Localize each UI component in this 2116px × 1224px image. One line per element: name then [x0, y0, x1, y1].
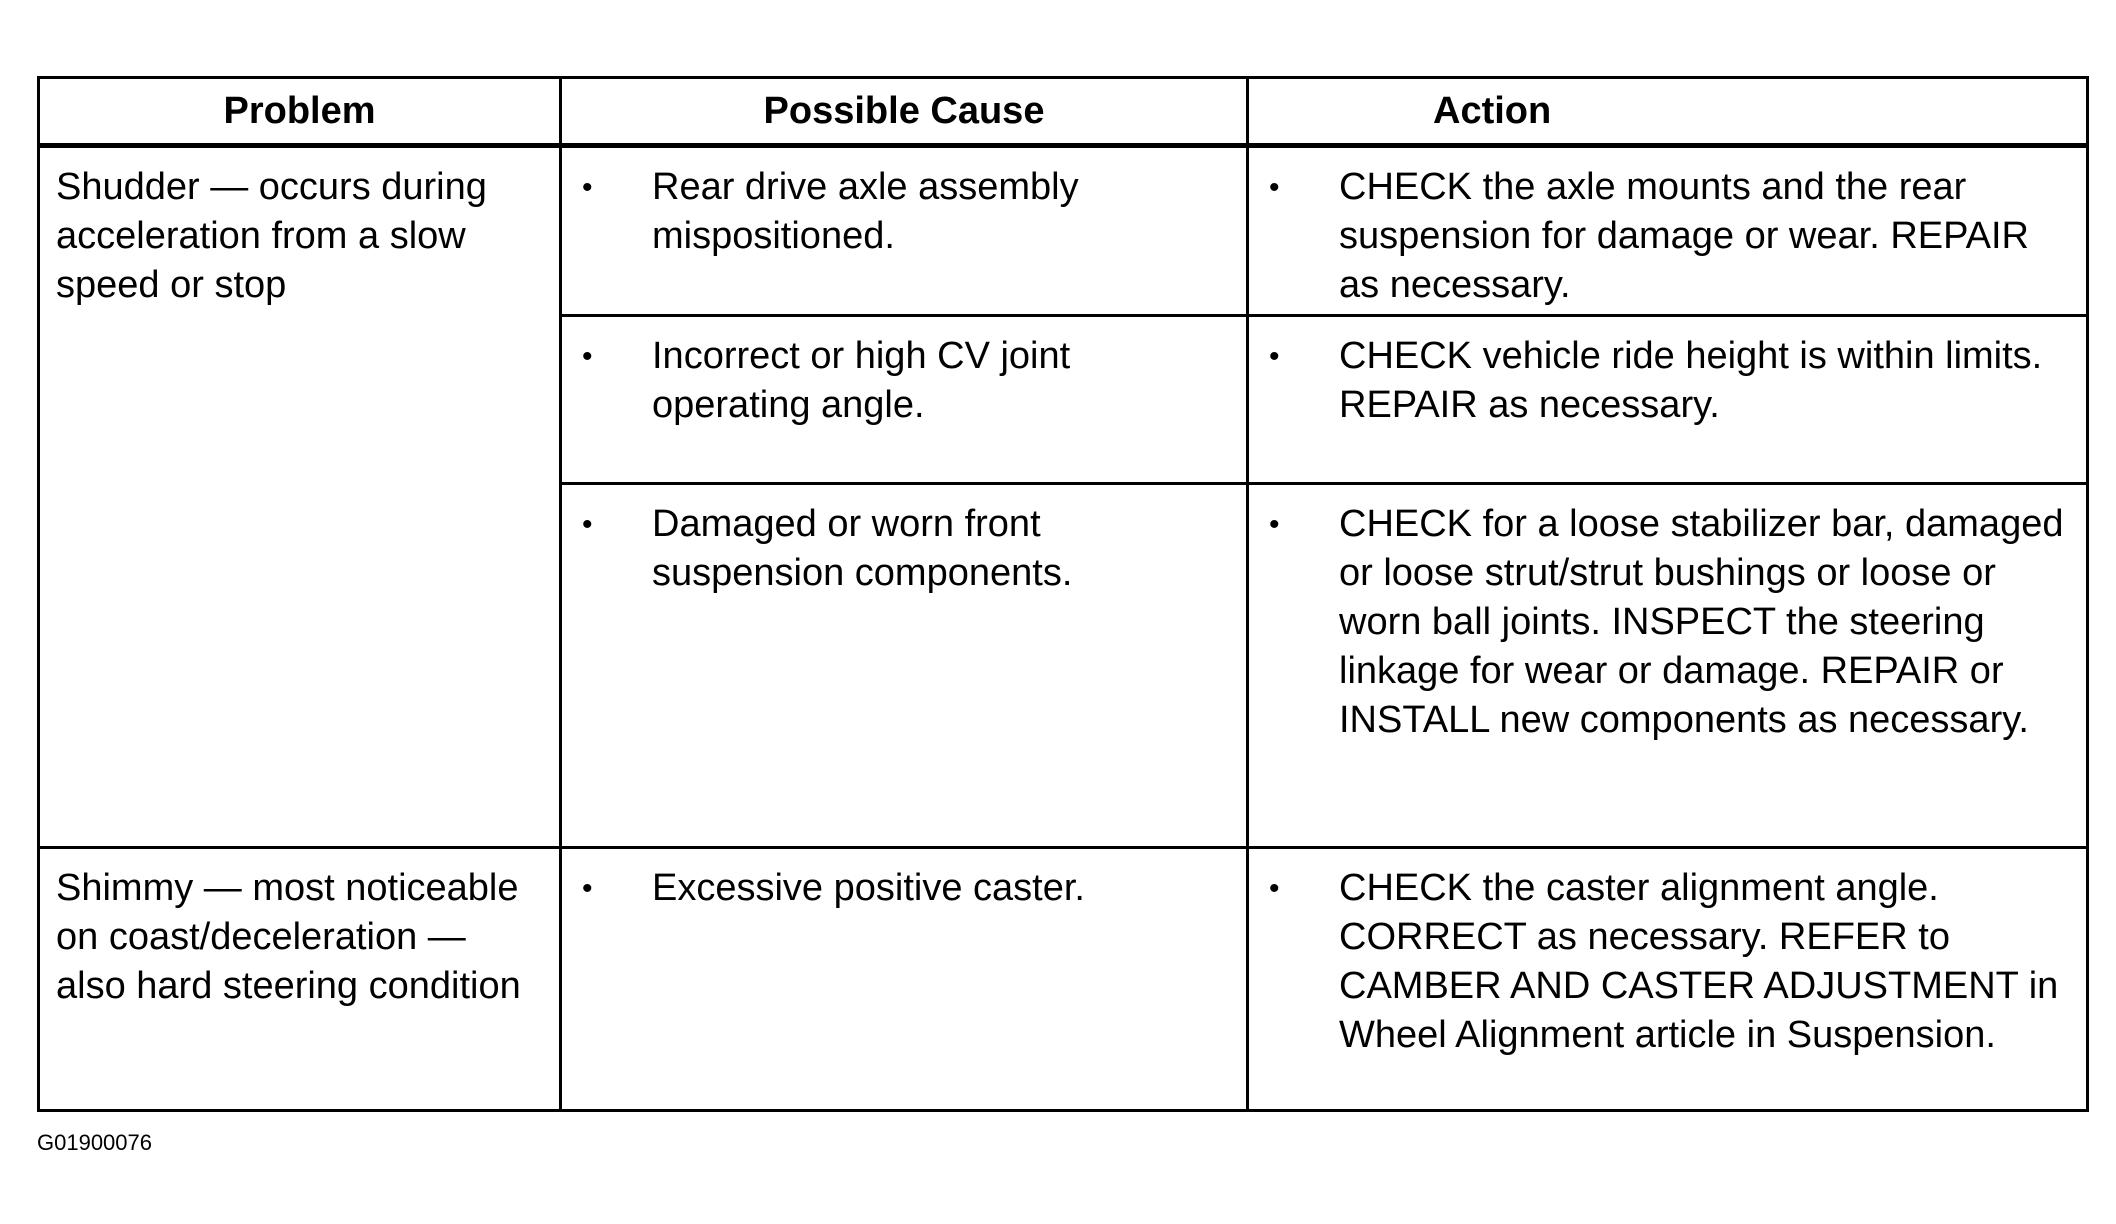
bullet-icon: •	[1269, 171, 1280, 204]
bullet-icon: •	[582, 508, 593, 541]
problem-cell	[39, 848, 561, 1111]
action-cell	[1248, 848, 2088, 1111]
action-text: CHECK the caster alignment angle. CORRECT as necessary. REFER to CAMBER AND CASTER ADJUSTMENT in Wheel Alignment article in Suspension.	[1339, 867, 2059, 1056]
header-action: Action	[1248, 78, 2088, 146]
action-text: CHECK the axle mounts and the rear suspension for damage or wear. REPAIR as necessary.	[1339, 166, 2029, 306]
bullet-icon: •	[1269, 872, 1280, 905]
bullet-icon: •	[1269, 340, 1280, 373]
cause-cell	[561, 848, 1248, 1111]
cause-text: Damaged or worn front suspension components.	[652, 503, 1073, 594]
figure-id: G01900076	[37, 1130, 152, 1155]
header-possible-cause: Possible Cause	[561, 78, 1248, 146]
action-cell	[1248, 484, 2088, 848]
cause-cell	[561, 316, 1248, 484]
problem-text: Shudder — occurs during acceleration from a slow speed or stop	[56, 166, 487, 306]
action-text: CHECK for a loose stabilizer bar, damaged or loose strut/strut bushings or loose or worn ball joints. INSPECT the steering linkage for wear or damage. REPAIR or INSTALL new components as necessary.	[1339, 503, 2064, 741]
diagnosis-table	[37, 76, 2089, 1112]
cause-text: Incorrect or high CV joint operating angle.	[652, 335, 1071, 426]
bullet-icon: •	[582, 340, 593, 373]
header-problem: Problem	[39, 78, 561, 146]
cause-text: Rear drive axle assembly mispositioned.	[652, 166, 1079, 257]
cause-cell	[561, 146, 1248, 316]
action-text: CHECK vehicle ride height is within limits. REPAIR as necessary.	[1339, 335, 2043, 426]
action-cell	[1248, 146, 2088, 316]
bullet-icon: •	[582, 872, 593, 905]
table-row	[39, 848, 2088, 1111]
table-row	[39, 146, 2088, 316]
header-row	[39, 78, 2088, 146]
cause-cell	[561, 484, 1248, 848]
action-cell	[1248, 316, 2088, 484]
problem-cell	[39, 146, 561, 848]
bullet-icon: •	[582, 171, 593, 204]
cause-text: Excessive positive caster.	[652, 867, 1085, 909]
bullet-icon: •	[1269, 508, 1280, 541]
problem-text: Shimmy — most noticeable on coast/deceleration — also hard steering condition	[56, 867, 521, 1007]
